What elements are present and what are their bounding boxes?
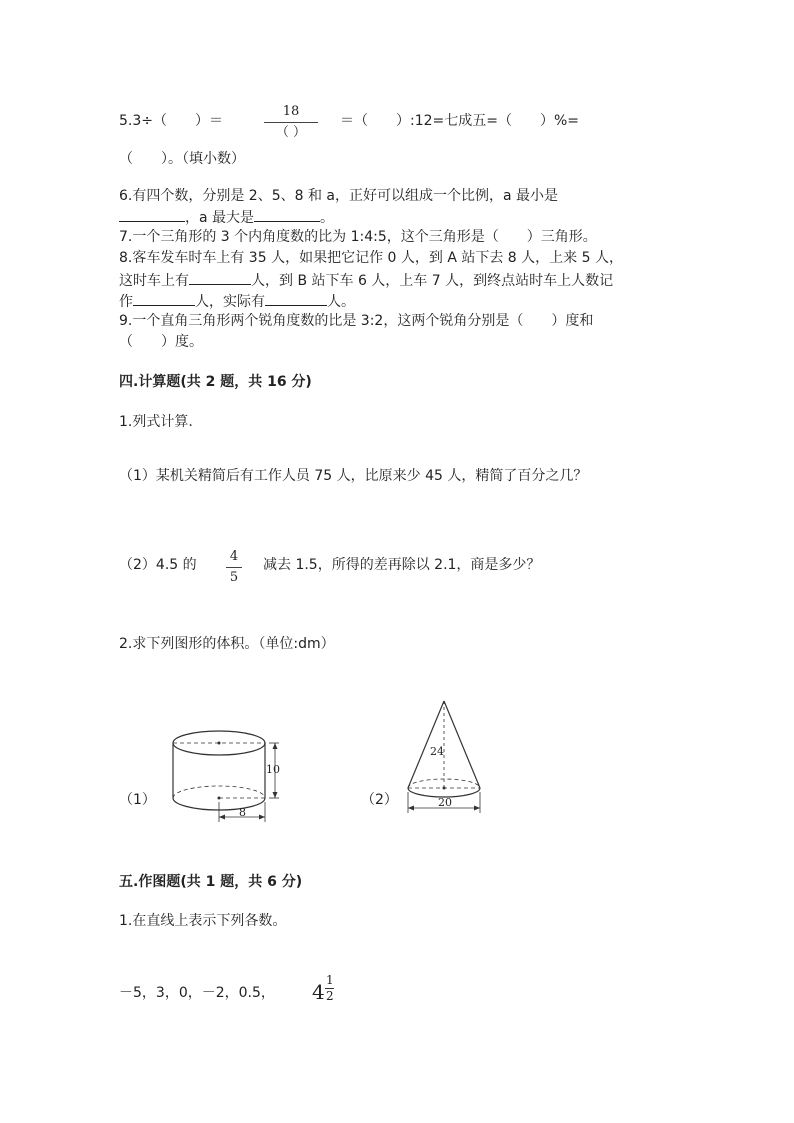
q8-blank-2[interactable] [133, 290, 195, 306]
q6-line1: 6.有四个数，分别是 2、5、8 和 a，正好可以组成一个比例，a 最小是 [119, 188, 559, 204]
mixed-number [312, 972, 342, 1012]
q8-line3-mid: 人，实际有 [195, 294, 265, 310]
fraction-numerator: 4 [229, 549, 239, 564]
section4-q1-2-post: 减去 1.5，所得的差再除以 2.1，商是多少？ [263, 557, 541, 573]
q7-text: 7.一个三角形的 3 个内角度数的比为 1:4:5，这个三角形是（ ）三角形。 [119, 229, 597, 245]
fig2-diameter-label: 20 [438, 796, 452, 809]
q5-part2: ＝（ ）:12=七成五=（ ）%= [340, 113, 580, 129]
q9-line1: 9.一个直角三角形两个锐角度数的比是 3:2，这两个锐角分别是（ ）度和 [119, 313, 594, 329]
q5-fraction-bar [264, 122, 318, 123]
q8-line3-end: 人。 [327, 294, 355, 310]
fig1-radius-label: 8 [239, 806, 246, 819]
fig2-label: （2） [361, 792, 398, 808]
fraction-bar [226, 567, 242, 568]
section4-title: 四.计算题(共 2 题，共 16 分) [119, 374, 312, 390]
section5-title: 五.作图题(共 1 题，共 6 分) [119, 874, 303, 890]
q5-fraction-denominator: （ ） [275, 125, 307, 140]
fig2-height-label: 24 [430, 745, 444, 758]
section5-numbers: －5，3，0，－2，0.5， [119, 985, 275, 1001]
cylinder-figure [165, 720, 295, 830]
q8-blank-3[interactable] [265, 290, 327, 306]
q6-end-text: 。 [320, 210, 335, 226]
section4-q1-title: 1.列式计算. [119, 414, 193, 430]
mixed-denominator: 2 [326, 989, 334, 1003]
fraction-denominator: 5 [229, 570, 239, 585]
q5-fraction-numerator: 18 [282, 104, 300, 119]
q5-part1: 5.3÷（ ）＝ [119, 113, 223, 129]
section5-q1-title: 1.在直线上表示下列各数。 [119, 913, 287, 929]
fig1-height-label: 10 [266, 763, 280, 776]
cone-figure [400, 695, 495, 820]
q8-line3 [119, 290, 355, 312]
q6-mid-text: ，a 最大是 [185, 210, 255, 226]
q8-blank-1[interactable] [189, 269, 251, 285]
mixed-numerator: 1 [326, 973, 334, 987]
q5-fraction [264, 104, 318, 141]
q8-line2-start: 这时车上有 [119, 273, 189, 289]
section4-q1-2-fraction [226, 549, 242, 586]
section4-q1-1: （1）某机关精简后有工作人员 75 人，比原来少 45 人，精简了百分之几？ [119, 468, 588, 484]
mixed-whole: 4 [312, 980, 325, 1004]
q8-line2-end: 人，到 B 站下车 6 人，上车 7 人，到终点站时车上人数记 [251, 273, 614, 289]
q5-line2: （ ）。（填小数） [119, 151, 245, 167]
q9-line2: （ ）度。 [119, 334, 203, 350]
section4-q2-title: 2.求下列图形的体积。（单位:dm） [119, 636, 335, 652]
fig1-label: （1） [119, 792, 156, 808]
q8-line1: 8.客车发车时车上有 35 人，如果把它记作 0 人，到 A 站下去 8 人，上来 5 人， [119, 250, 623, 266]
q6-line2 [119, 206, 334, 228]
q8-line2 [119, 269, 613, 291]
q6-blank-min[interactable] [119, 206, 185, 222]
q8-line3-start: 作 [119, 294, 133, 310]
section4-q1-2-pre: （2）4.5 的 [119, 557, 197, 573]
q6-blank-max[interactable] [254, 206, 320, 222]
